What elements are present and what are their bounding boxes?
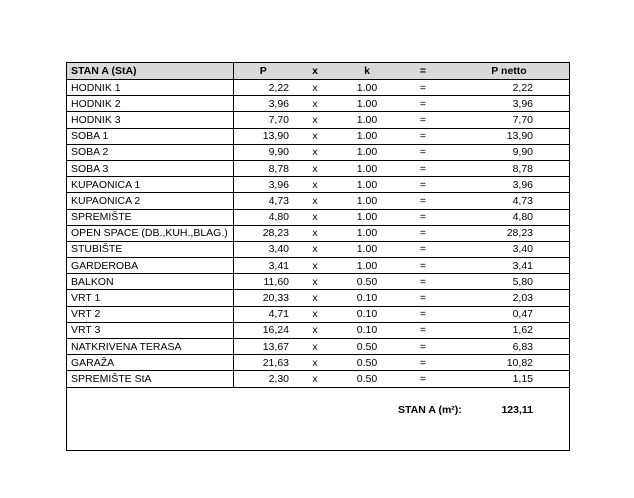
room-name-cell: HODNIK 1 [67,80,233,96]
net-area-cell: 5,80 [449,274,569,290]
multiply-sign-cell: x [293,177,337,193]
net-area-cell: 1,15 [449,371,569,387]
gross-area-cell: 3,40 [233,241,293,257]
gross-area-cell: 13,67 [233,339,293,355]
table-row [67,177,569,193]
net-area-cell: 7,70 [449,112,569,128]
coefficient-cell: 1.00 [337,209,397,225]
coefficient-cell: 1.00 [337,128,397,144]
net-area-cell: 1,62 [449,322,569,338]
room-name-cell: HODNIK 2 [67,96,233,112]
multiply-sign-cell: x [293,128,337,144]
net-area-cell: 3,40 [449,241,569,257]
gross-area-cell: 3,96 [233,177,293,193]
room-name-cell: KUPAONICA 2 [67,193,233,209]
equals-sign-cell: = [397,274,449,290]
table-row [67,355,569,371]
equals-sign-cell: = [397,144,449,160]
gross-area-cell: 21,63 [233,355,293,371]
multiply-sign-cell: x [293,241,337,257]
gross-area-cell: 3,41 [233,258,293,274]
gross-area-cell: 3,96 [233,96,293,112]
multiply-sign-cell: x [293,339,337,355]
multiply-sign-cell: x [293,306,337,322]
gross-area-cell: 28,23 [233,225,293,241]
area-table [67,63,569,388]
header-p-netto: P netto [449,63,569,80]
equals-sign-cell: = [397,80,449,96]
net-area-cell: 9,90 [449,144,569,160]
net-area-cell: 0,47 [449,306,569,322]
equals-sign-cell: = [397,241,449,257]
equals-sign-cell: = [397,290,449,306]
gross-area-cell: 7,70 [233,112,293,128]
net-area-cell: 3,96 [449,96,569,112]
table-row [67,209,569,225]
coefficient-cell: 1.00 [337,96,397,112]
room-name-cell: HODNIK 3 [67,112,233,128]
equals-sign-cell: = [397,209,449,225]
table-header-row [67,63,569,80]
header-eq: = [397,63,449,80]
table-row [67,144,569,160]
table-row [67,290,569,306]
total-value: 123,11 [501,404,533,416]
room-name-cell: GARDEROBA [67,258,233,274]
multiply-sign-cell: x [293,209,337,225]
coefficient-cell: 1.00 [337,144,397,160]
table-row [67,160,569,176]
room-name-cell: SOBA 3 [67,160,233,176]
table-row [67,339,569,355]
table-row [67,322,569,338]
gross-area-cell: 20,33 [233,290,293,306]
coefficient-cell: 1.00 [337,225,397,241]
room-name-cell: SPREMIŠTE StA [67,371,233,387]
room-name-cell: SPREMIŠTE [67,209,233,225]
multiply-sign-cell: x [293,355,337,371]
total-label: STAN A (m²): [398,404,462,416]
coefficient-cell: 1.00 [337,112,397,128]
gross-area-cell: 4,71 [233,306,293,322]
coefficient-cell: 0.10 [337,306,397,322]
table-row [67,96,569,112]
multiply-sign-cell: x [293,274,337,290]
equals-sign-cell: = [397,371,449,387]
room-name-cell: SOBA 2 [67,144,233,160]
equals-sign-cell: = [397,112,449,128]
net-area-cell: 8,78 [449,160,569,176]
multiply-sign-cell: x [293,225,337,241]
room-name-cell: NATKRIVENA TERASA [67,339,233,355]
room-name-cell: KUPAONICA 1 [67,177,233,193]
net-area-cell: 6,83 [449,339,569,355]
table-row [67,193,569,209]
coefficient-cell: 1.00 [337,258,397,274]
equals-sign-cell: = [397,258,449,274]
multiply-sign-cell: x [293,144,337,160]
multiply-sign-cell: x [293,193,337,209]
net-area-cell: 28,23 [449,225,569,241]
multiply-sign-cell: x [293,258,337,274]
equals-sign-cell: = [397,96,449,112]
gross-area-cell: 4,80 [233,209,293,225]
equals-sign-cell: = [397,355,449,371]
table-row [67,274,569,290]
table-row [67,371,569,387]
table-row [67,306,569,322]
room-name-cell: VRT 3 [67,322,233,338]
coefficient-cell: 1.00 [337,241,397,257]
gross-area-cell: 16,24 [233,322,293,338]
area-table-sheet [66,62,570,451]
net-area-cell: 4,80 [449,209,569,225]
equals-sign-cell: = [397,339,449,355]
area-table-body [67,63,569,387]
net-area-cell: 2,22 [449,80,569,96]
equals-sign-cell: = [397,322,449,338]
room-name-cell: STUBIŠTE [67,241,233,257]
room-name-cell: GARAŽA [67,355,233,371]
coefficient-cell: 0.50 [337,339,397,355]
table-row [67,241,569,257]
gross-area-cell: 2,30 [233,371,293,387]
room-name-cell: BALKON [67,274,233,290]
table-row [67,225,569,241]
coefficient-cell: 0.10 [337,290,397,306]
room-name-cell: VRT 2 [67,306,233,322]
multiply-sign-cell: x [293,371,337,387]
room-name-cell: OPEN SPACE (DB.,KUH.,BLAG.) [67,225,233,241]
gross-area-cell: 11,60 [233,274,293,290]
multiply-sign-cell: x [293,96,337,112]
coefficient-cell: 0.10 [337,322,397,338]
room-name-cell: VRT 1 [67,290,233,306]
room-name-cell: SOBA 1 [67,128,233,144]
equals-sign-cell: = [397,193,449,209]
gross-area-cell: 9,90 [233,144,293,160]
header-p: P [233,63,293,80]
table-row [67,80,569,96]
coefficient-cell: 1.00 [337,80,397,96]
gross-area-cell: 8,78 [233,160,293,176]
header-x: x [293,63,337,80]
coefficient-cell: 0.50 [337,274,397,290]
coefficient-cell: 0.50 [337,355,397,371]
equals-sign-cell: = [397,306,449,322]
net-area-cell: 3,41 [449,258,569,274]
coefficient-cell: 1.00 [337,160,397,176]
gross-area-cell: 13,90 [233,128,293,144]
net-area-cell: 3,96 [449,177,569,193]
coefficient-cell: 1.00 [337,193,397,209]
header-k: k [337,63,397,80]
table-row [67,112,569,128]
coefficient-cell: 1.00 [337,177,397,193]
equals-sign-cell: = [397,128,449,144]
table-row [67,258,569,274]
multiply-sign-cell: x [293,80,337,96]
multiply-sign-cell: x [293,112,337,128]
net-area-cell: 2,03 [449,290,569,306]
multiply-sign-cell: x [293,160,337,176]
header-room: STAN A (StA) [67,63,233,80]
multiply-sign-cell: x [293,290,337,306]
coefficient-cell: 0.50 [337,371,397,387]
net-area-cell: 13,90 [449,128,569,144]
net-area-cell: 10,82 [449,355,569,371]
equals-sign-cell: = [397,160,449,176]
equals-sign-cell: = [397,225,449,241]
multiply-sign-cell: x [293,322,337,338]
table-row [67,128,569,144]
equals-sign-cell: = [397,177,449,193]
net-area-cell: 4,73 [449,193,569,209]
gross-area-cell: 4,73 [233,193,293,209]
gross-area-cell: 2,22 [233,80,293,96]
